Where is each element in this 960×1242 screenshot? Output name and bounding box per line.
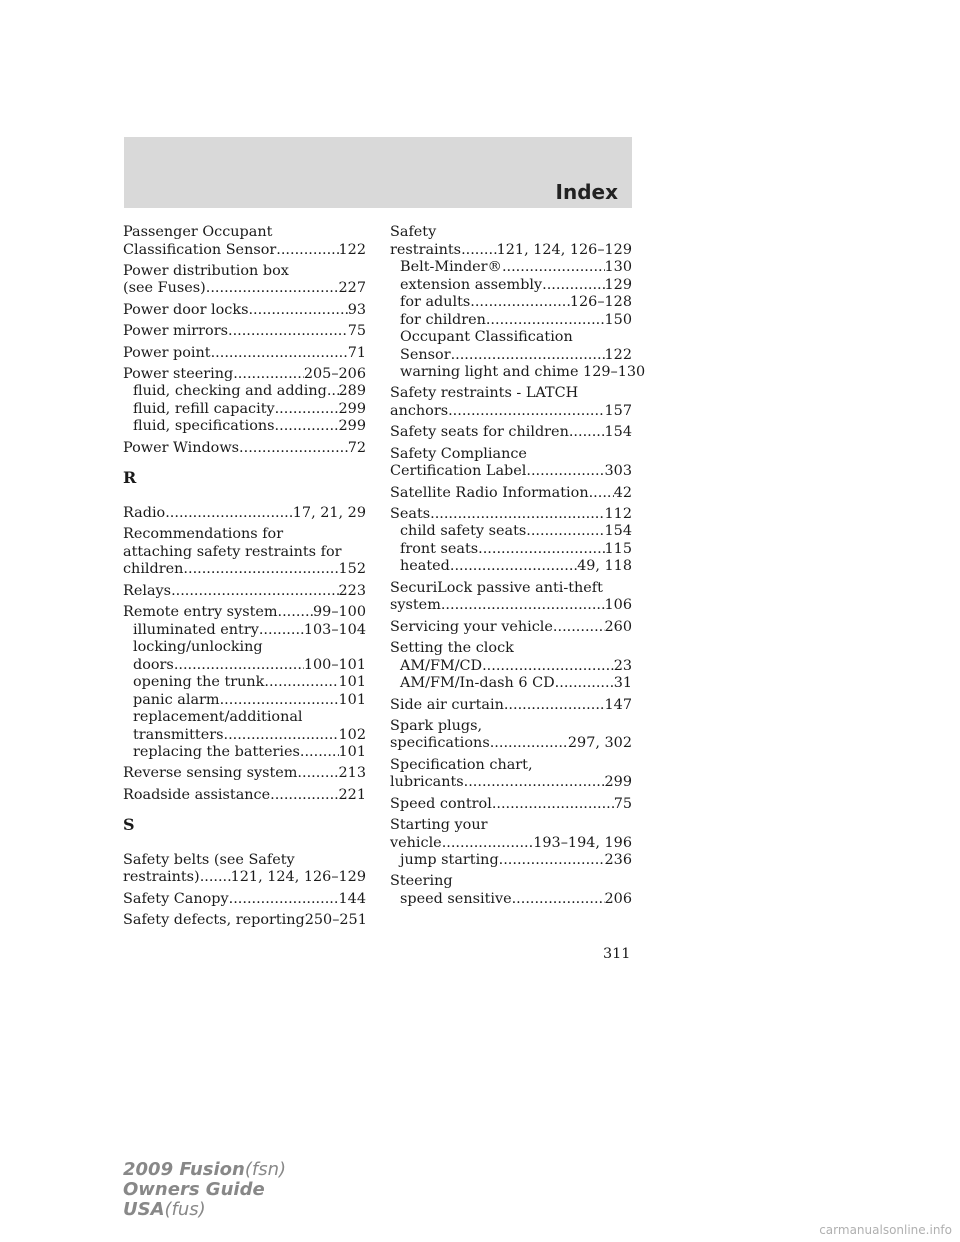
index-entry: SecuriLock passive anti-theft system ..... 106 (390, 580, 632, 615)
page-ref: 121, 124, 126–129 (496, 241, 632, 258)
index-entry: Power steering ..... 205–206 fluid, checking and adding ..... 289 fluid, refill capacity ..... 299 fluid, specifications ..... 299 (123, 366, 366, 436)
page-ref: 93 (347, 301, 366, 318)
index-entry: Safety defects, reporting 250–251 (123, 912, 367, 929)
page-ref: 112 (604, 505, 632, 522)
index-entry: Power distribution box (see Fuses) ..... 227 (123, 263, 366, 298)
page-ref: 100–101 (303, 656, 366, 673)
page-ref: 101 (338, 674, 366, 691)
page-ref: 150 (604, 311, 632, 328)
index-entry: Power point ..... 71 (123, 345, 366, 363)
page-ref: 121, 124, 126–129 (230, 869, 366, 886)
page-ref: 71 (347, 344, 366, 361)
page-ref: 157 (604, 402, 632, 419)
page-ref: 75 (347, 323, 366, 340)
page-ref: 223 (338, 582, 366, 599)
index-entry: Power door locks ..... 93 (123, 302, 366, 320)
page-ref: 289 (338, 383, 366, 400)
page-ref: 99–100 (313, 604, 366, 621)
index-entry: Safety restraints - LATCH anchors ..... 157 (390, 385, 632, 420)
index-entry: Safety seats for children ..... 154 (390, 424, 632, 442)
page-ref: 303 (604, 463, 632, 480)
page-ref: 297, 302 (567, 735, 632, 752)
index-entry: Specification chart, lubricants ..... 299 (390, 757, 632, 792)
page-ref: 227 (338, 280, 366, 297)
page-ref: 31 (613, 675, 632, 692)
index-entry: Steering speed sensitive ..... 206 (390, 873, 632, 908)
page-ref: 101 (338, 744, 366, 761)
page-ref: 17, 21, 29 (292, 504, 366, 521)
page-ref: 122 (604, 346, 632, 363)
page-title: Index (555, 180, 618, 204)
page-ref: 260 (604, 618, 632, 635)
index-entry: Radio ..... 17, 21, 29 (123, 505, 366, 523)
page-ref: 106 (604, 597, 632, 614)
index-entry: Servicing your vehicle ..... 260 (390, 619, 632, 637)
index-entry: Relays ..... 223 (123, 583, 366, 601)
index-entry: Recommendations for attaching safety restraints for children ..... 152 (123, 526, 366, 579)
page-ref: 23 (613, 657, 632, 674)
index-column-left (123, 224, 366, 933)
page-ref: 299 (338, 418, 366, 435)
index-entry: Spark plugs, specifications ..... 297, 302 (390, 718, 632, 753)
index-entry: Seats ..... 112 child safety seats ..... 154 front seats ..... 115 heated ..... 49, 118 (390, 506, 632, 576)
index-entry: Setting the clock AM/FM/CD ..... 23 AM/FM/In-dash 6 CD ..... 31 (390, 640, 632, 693)
page-ref: 115 (604, 540, 632, 557)
page-ref: 42 (613, 484, 632, 501)
index-entry: Remote entry system ..... 99–100 illuminated entry ..... 103–104 locking/unlocking doors ..... 100–101 opening the trunk ..... 101 panic alarm ..... 101 replacement/additional transmitters ..... 102 replacing the batteries ..... 101 (123, 604, 366, 762)
page-ref: 236 (604, 852, 632, 869)
page-ref: 213 (338, 765, 366, 782)
page-ref: 49, 118 (577, 558, 632, 575)
page-ref: 72 (347, 439, 366, 456)
index-entry: Safety restraints ..... 121, 124, 126–129 Belt-Minder® ..... 130 extension assembly ..... 129 for adults ..... 126–128 for children ..... 150 Occupant Classification Sensor ..... 122 warning light and chime 129–130 (390, 224, 632, 382)
page-ref: 205–206 (303, 365, 366, 382)
page-ref: 147 (604, 696, 632, 713)
page-ref: 250–251 (304, 912, 367, 929)
page-ref: 122 (338, 241, 366, 258)
index-entry: Reverse sensing system ..... 213 (123, 765, 366, 783)
page-ref: 193–194, 196 (533, 834, 632, 851)
page-ref: 130 (604, 259, 632, 275)
page-ref: 154 (604, 523, 632, 540)
index-entry: Safety Compliance Certification Label ..... 303 (390, 446, 632, 481)
page-ref: 126–128 (569, 294, 632, 310)
index-entry: Starting your vehicle ..... 193–194, 196 jump starting ..... 236 (390, 817, 632, 870)
footer-model-info: 2009 Fusion(fsn) Owners Guide USA(fus) (123, 1159, 286, 1220)
index-entry: Power mirrors ..... 75 (123, 323, 366, 341)
page-ref: 154 (604, 424, 632, 441)
index-entry: Satellite Radio Information ..... 42 (390, 485, 632, 503)
page-ref: 129 (604, 276, 632, 293)
page-ref: 102 (338, 726, 366, 743)
watermark: carmanualsonline.info (819, 1223, 952, 1237)
index-entry: Roadside assistance ..... 221 (123, 787, 366, 805)
page-ref: 152 (338, 561, 366, 578)
index-entry: Speed control ..... 75 (390, 796, 632, 814)
page-ref: 299 (338, 400, 366, 417)
page-number: 311 (603, 946, 631, 962)
index-entry: Safety belts (see Safety restraints) ..... 121, 124, 126–129 (123, 852, 366, 887)
page-ref: 75 (613, 795, 632, 812)
index-entry: Side air curtain ..... 147 (390, 697, 632, 715)
page-ref: 101 (338, 691, 366, 708)
page-ref: 221 (338, 786, 366, 803)
index-column-right (390, 224, 646, 912)
page-ref: 206 (604, 890, 632, 907)
header-band (124, 137, 632, 208)
section-letter-r: R (123, 468, 137, 488)
index-entry: Passenger Occupant Classification Sensor ..... 122 (123, 224, 366, 259)
page-ref: 103–104 (303, 621, 366, 638)
index-entry: Safety Canopy ..... 144 (123, 891, 366, 909)
section-letter-s: S (123, 815, 135, 835)
index-entry: Power Windows ..... 72 (123, 440, 366, 458)
page-ref: 144 (338, 890, 366, 907)
page-ref: 299 (604, 774, 632, 791)
